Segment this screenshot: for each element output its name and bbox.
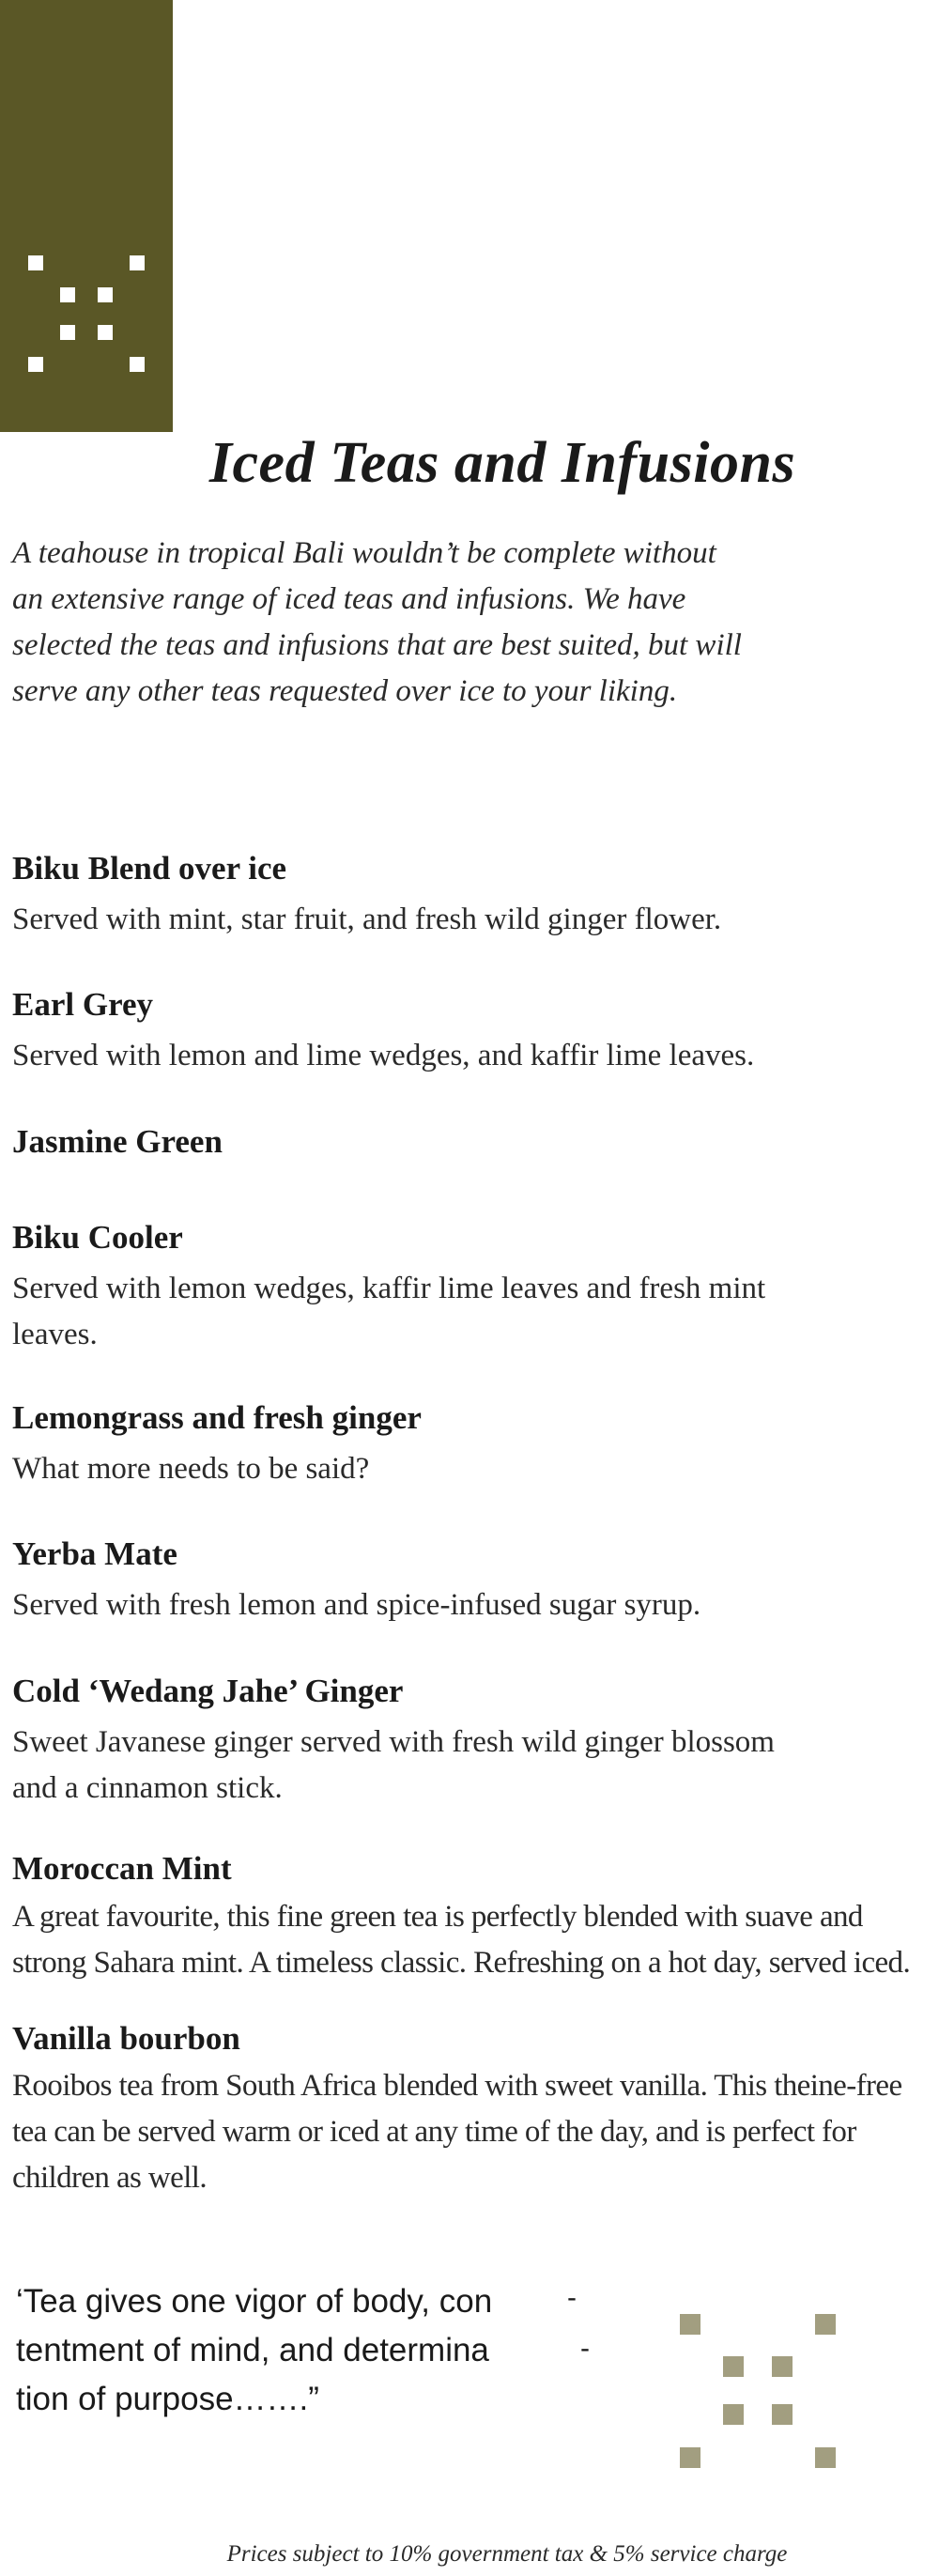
menu-item-description [12, 1720, 775, 1812]
page-title: Iced Teas and Infusions [208, 431, 796, 495]
menu-item-description [12, 1582, 700, 1628]
menu-item-description-line: Served with fresh lemon and spice-infused sugar syrup. [12, 1588, 701, 1622]
menu-item-description-line: children as well. [12, 2161, 207, 2195]
header-accent-block [0, 0, 173, 432]
closing-quote [16, 2277, 492, 2424]
menu-item-description-line: leaves. [12, 1318, 98, 1351]
menu-item-description [12, 1266, 765, 1358]
menu-item-name: Biku Blend over ice [12, 850, 287, 887]
intro-line: selected the teas and infusions that are best suited, but will [12, 628, 742, 662]
menu-item-name: Vanilla bourbon [12, 2020, 240, 2057]
quote-line: ‘Tea gives one vigor of body, con [16, 2283, 493, 2320]
intro-line: serve any other teas requested over ice to your liking. [12, 674, 678, 708]
menu-item-name: Cold ‘Wedang Jahe’ Ginger [12, 1673, 404, 1709]
menu-item-description [12, 1446, 369, 1492]
menu-item-description-line: Sweet Javanese ginger served with fresh wild ginger blossom [12, 1725, 775, 1759]
menu-item-description [12, 1894, 910, 1986]
menu-item-description-line: Served with mint, star fruit, and fresh wild ginger flower. [12, 902, 722, 936]
menu-item-name: Lemongrass and fresh ginger [12, 1399, 422, 1436]
menu-item-description-line: What more needs to be said? [12, 1452, 370, 1486]
menu-item-description-line: and a cinnamon stick. [12, 1771, 283, 1805]
intro-paragraph [12, 531, 820, 715]
menu-item-description-line: Rooibos tea from South Africa blended with sweet vanilla. This theine-free [12, 2069, 902, 2103]
quote-dash: - [567, 2282, 577, 2313]
menu-item-name: Yerba Mate [12, 1535, 177, 1572]
menu-item-name: Moroccan Mint [12, 1850, 232, 1887]
intro-line: an extensive range of iced teas and infusions. We have [12, 582, 686, 616]
menu-item-description [12, 2063, 902, 2201]
menu-item-description [12, 1033, 754, 1079]
price-disclaimer: Prices subject to 10% government tax & 5% service charge [226, 2541, 788, 2567]
quote-line: tion of purpose…….” [16, 2381, 319, 2417]
menu-item-description-line: Served with lemon wedges, kaffir lime leaves and fresh mint [12, 1272, 766, 1305]
menu-item-name: Biku Cooler [12, 1219, 183, 1256]
menu-item-description [12, 897, 721, 943]
intro-line: A teahouse in tropical Bali wouldn’t be complete without [12, 536, 716, 570]
menu-item-description-line: Served with lemon and lime wedges, and kaffir lime leaves. [12, 1039, 755, 1072]
quote-dash: - [580, 2333, 590, 2364]
menu-item-name: Jasmine Green [12, 1123, 223, 1160]
menu-item-description-line: A great favourite, this fine green tea is perfectly blended with suave and [12, 1900, 863, 1934]
menu-item-description-line: tea can be served warm or iced at any time of the day, and is perfect for [12, 2115, 856, 2149]
menu-item-name: Earl Grey [12, 986, 154, 1023]
quote-line: tentment of mind, and determina [16, 2332, 489, 2368]
menu-item-description-line: strong Sahara mint. A timeless classic. Refreshing on a hot day, served iced. [12, 1946, 911, 1980]
